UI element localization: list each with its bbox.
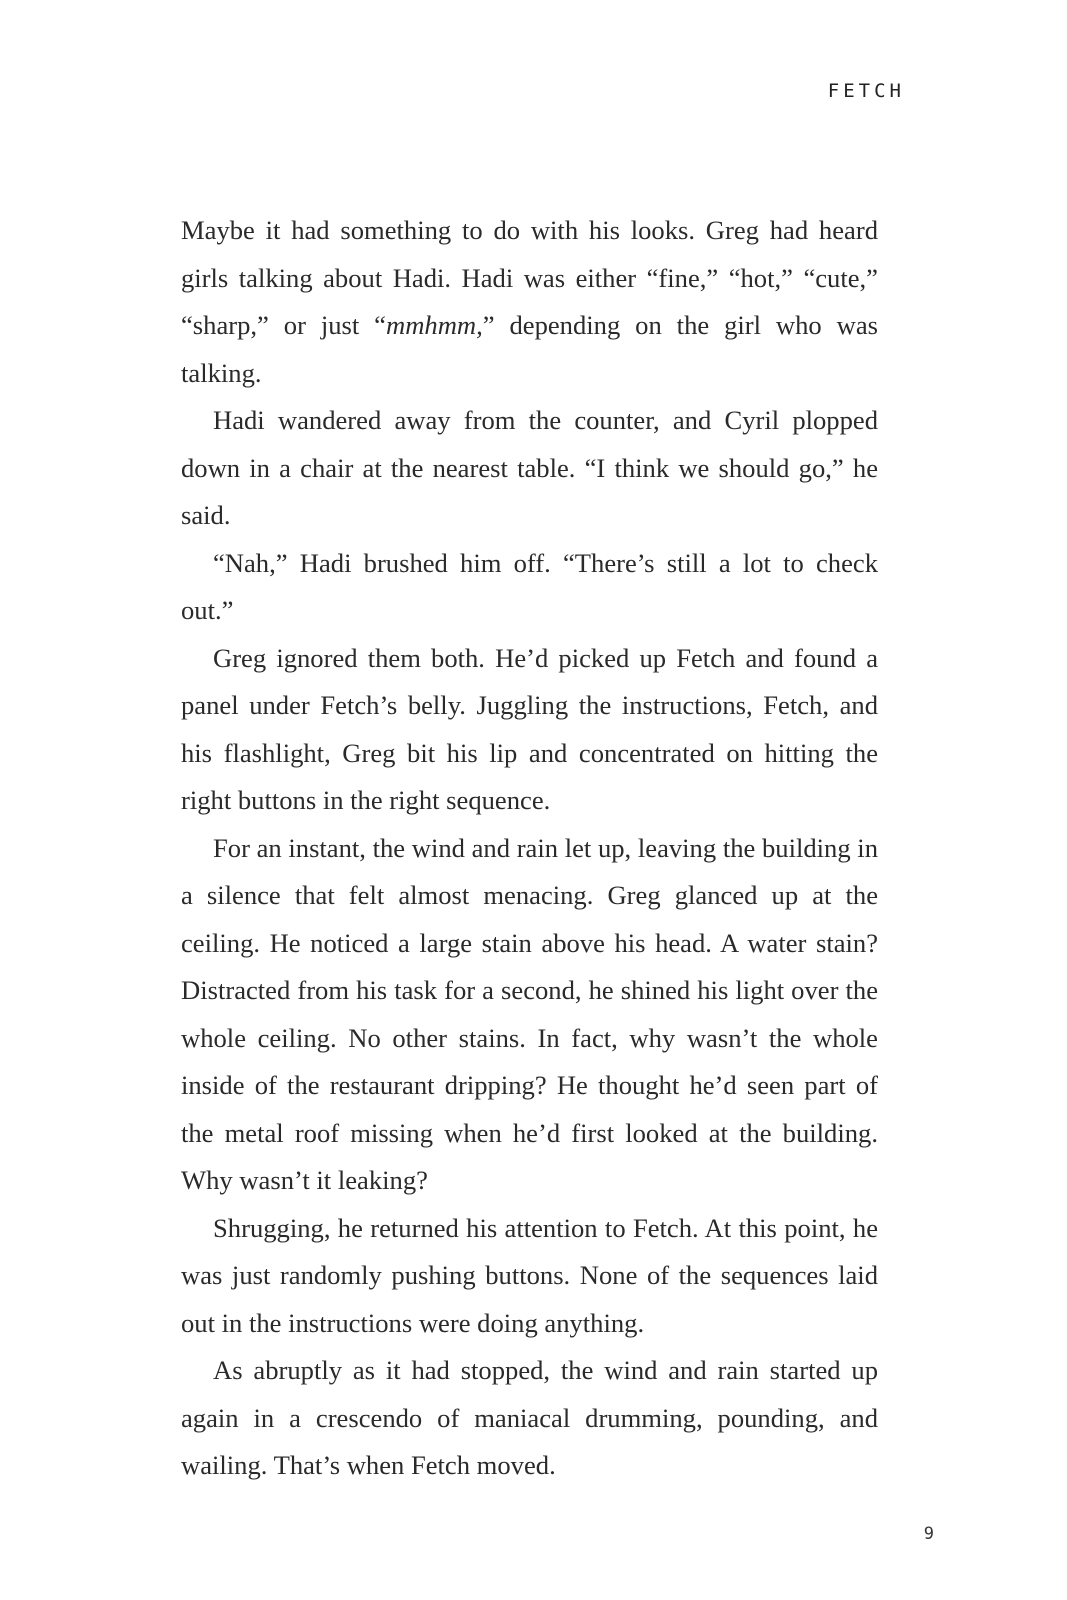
page-number: 9 — [923, 1524, 934, 1544]
paragraph-6: Shrugging, he returned his attention to Fetch. At this point, he was just randomly pushing buttons. None of the sequences laid out in the instructions were doing anything. — [181, 1212, 878, 1338]
running-head: FETCH — [827, 80, 905, 102]
paragraph-4: Greg ignored them both. He’d picked up Fetch and found a panel under Fetch’s belly. Juggling the instructions, Fetch, and his flashlight, Greg bit his lip and concentrated on hitting the right buttons in the right sequence. — [181, 642, 878, 815]
paragraph-1-text-before: Maybe it had something to do with his looks. Greg had heard girls talking about Hadi. Hadi was either “fine,” “hot,” “cute,” “sharp,” or just “ — [181, 215, 878, 340]
paragraph-3: “Nah,” Hadi brushed him off. “There’s still a lot to check out.” — [181, 547, 878, 625]
paragraph-2: Hadi wandered away from the counter, and Cyril plopped down in a chair at the nearest table. “I think we should go,” he said. — [181, 405, 878, 530]
paragraph-1-text-after: ” depending on the girl who was talking. — [181, 310, 878, 388]
body-text — [181, 207, 878, 1490]
paragraph-7: As abruptly as it had stopped, the wind and rain started up again in a crescendo of maniacal drumming, pounding, and wailing. That’s when Fetch moved. — [181, 1355, 878, 1480]
paragraph-1-emphasis: mmhmm, — [385, 310, 483, 340]
paragraph-1 — [181, 207, 878, 397]
paragraph-5: For an instant, the wind and rain let up, leaving the building in a silence that felt almost menacing. Greg glanced up at the ceiling. He noticed a large stain above his head. A water stain? Distracted from his task for a second, he shined his light over the whole ceiling. No other stains. In fact, why wasn’t the whole inside of the restaurant dripping? He thought he’d seen part of the metal roof missing when he’d first looked at the building. Why wasn’t it leaking? — [181, 832, 878, 1195]
